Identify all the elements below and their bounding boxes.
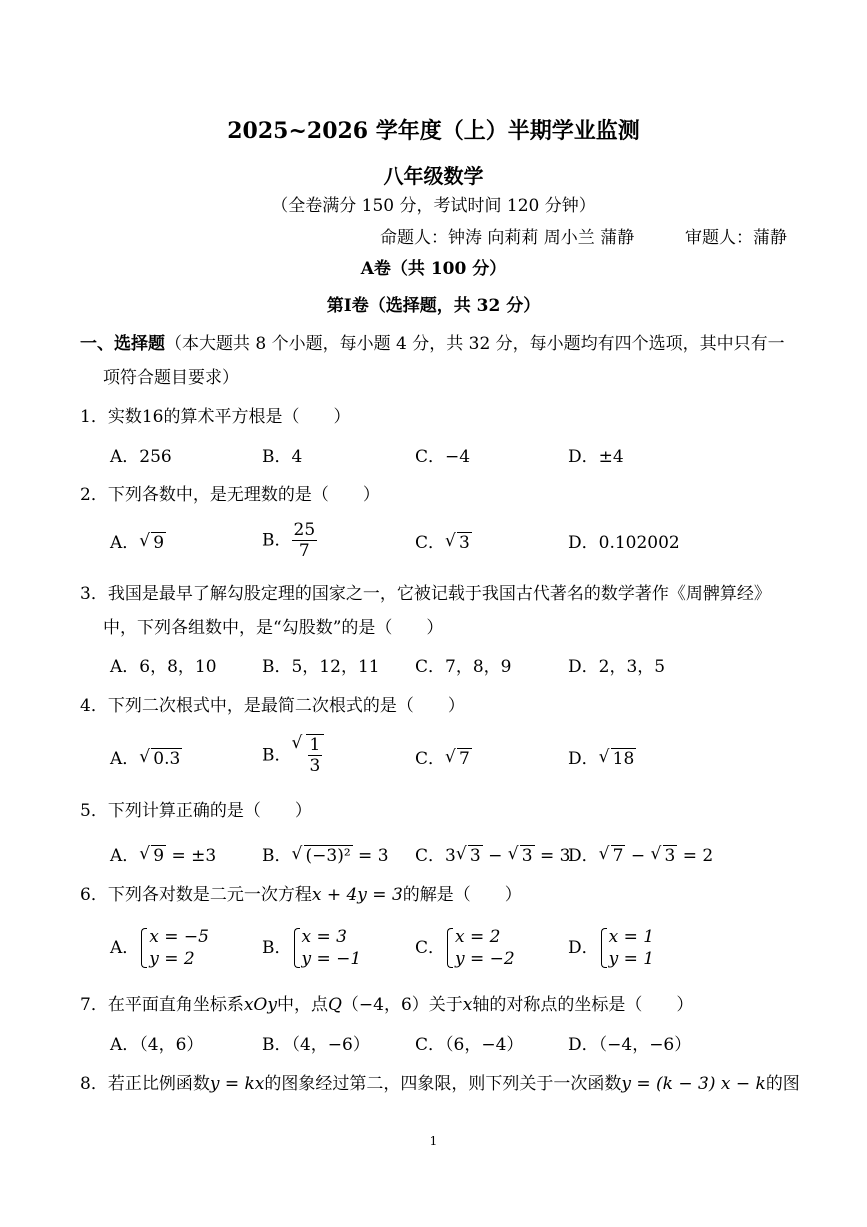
fraction: $\frac{25}{7}$ xyxy=(293,520,316,561)
q1-stem: 1．实数16的算术平方根是（ ） xyxy=(80,407,351,427)
sqrt-symbol: √ 9 xyxy=(139,845,166,867)
sqrt-symbol: √ 18 xyxy=(599,748,637,770)
q1-option-b: B．4 xyxy=(262,447,303,467)
q4-option-b: B． √ $\frac{1}{3}$ xyxy=(262,734,324,776)
q5-option-b: B．√ (−3)² = 3 xyxy=(262,845,389,867)
q6-stem: 6．下列各对数是二元一次方程x + 4y = 3的解是（ ） xyxy=(80,885,522,905)
q1-option-a: A．256 xyxy=(110,447,172,467)
q5-option-c: C．3√ 3 − √ 3 = 3 xyxy=(415,845,570,867)
sqrt-symbol: √ 7 xyxy=(599,845,626,867)
sqrt-symbol: √ 7 xyxy=(445,748,472,770)
sqrt-symbol: √ $\frac{1}{3}$ xyxy=(292,734,325,776)
page-number: 1 xyxy=(429,1134,438,1148)
q2-stem: 2．下列各数中，是无理数的是（ ） xyxy=(80,485,380,505)
q2-option-c: C．√ 3 xyxy=(415,532,472,554)
q7-option-b: B．（4，−6） xyxy=(262,1035,370,1055)
q2-option-a: A．√ 9 xyxy=(110,532,166,554)
q4-stem: 4．下列二次根式中，是最简二次根式的是（ ） xyxy=(80,696,465,716)
reviewer: 审题人：蒲静 xyxy=(685,228,787,248)
exam-info: （全卷满分 150 分，考试时间 120 分钟） xyxy=(271,196,596,216)
sqrt-symbol: √ 3 xyxy=(456,845,483,867)
q2-option-b: B． $\frac{25}{7}$ xyxy=(262,520,316,561)
sqrt-symbol: √ 3 xyxy=(651,845,678,867)
q5-stem: 5．下列计算正确的是（ ） xyxy=(80,801,312,821)
q7-stem: 7．在平面直角坐标系xOy中，点Q（−4，6）关于x轴的对称点的坐标是（ ） xyxy=(80,995,694,1015)
part-label: 一、选择题 xyxy=(80,334,165,354)
sqrt-symbol: √ 3 xyxy=(508,845,535,867)
q8-stem: 8．若正比例函数y = kx的图象经过第二，四象限，则下列关于一次函数y = (k − 3) x − k的图 xyxy=(80,1074,800,1094)
sqrt-symbol: √ 0.3 xyxy=(139,748,182,770)
q6-option-c: C． x = 2 y = −2 xyxy=(415,927,515,969)
equation-system: x = −5 y = 2 xyxy=(139,926,209,970)
q3-option-b: B．5，12，11 xyxy=(262,657,380,677)
equation-system: x = 1 y = 1 xyxy=(599,926,654,970)
q7-option-c: C．（6，−4） xyxy=(415,1035,524,1055)
authors: 命题人：钟涛 向莉莉 周小兰 蒲静 xyxy=(380,228,635,248)
q3-option-a: A．6，8，10 xyxy=(110,657,217,677)
q3-stem-2: 中，下列各组数中，是“勾股数”的是（ ） xyxy=(103,618,444,638)
sqrt-symbol: √ (−3)² xyxy=(292,845,353,867)
q2-option-d: D．0.102002 xyxy=(568,533,680,553)
exam-title: 2025~2026 学年度（上）半期学业监测 xyxy=(227,118,640,144)
q5-option-a: A．√ 9 = ±3 xyxy=(110,845,216,867)
q1-option-d: D．±4 xyxy=(568,447,624,467)
part-desc-2: 项符合题目要求） xyxy=(103,368,239,388)
q4-option-c: C．√ 7 xyxy=(415,748,472,770)
q6-option-a: A． x = −5 y = 2 xyxy=(110,927,209,969)
volume-title: A卷（共 100 分） xyxy=(360,259,507,279)
subject-title: 八年级数学 xyxy=(383,164,484,188)
q3-stem-1: 3．我国是最早了解勾股定理的国家之一，它被记载于我国古代著名的数学著作《周髀算经》 xyxy=(80,584,771,604)
section-title: 第Ⅰ卷（选择题，共 32 分） xyxy=(326,296,541,316)
equation-system: x = 2 y = −2 xyxy=(445,926,515,970)
q7-option-d: D．（−4，−6） xyxy=(568,1035,692,1055)
q6-option-b: B． x = 3 y = −1 xyxy=(262,927,362,969)
sqrt-symbol: √ 3 xyxy=(445,532,472,554)
q1-option-c: C．−4 xyxy=(415,447,471,467)
q3-option-d: D．2，3，5 xyxy=(568,657,666,677)
part-instructions xyxy=(80,333,785,355)
equation-system: x = 3 y = −1 xyxy=(292,926,362,970)
part-desc-1: （本大题共 8 个小题，每小题 4 分，共 32 分，每小题均有四个选项，其中只有一 xyxy=(165,334,785,354)
q4-option-a: A．√ 0.3 xyxy=(110,748,182,770)
q3-option-c: C．7，8，9 xyxy=(415,657,512,677)
q6-option-d: D． x = 1 y = 1 xyxy=(568,927,655,969)
q7-option-a: A．（4，6） xyxy=(110,1035,204,1055)
q4-option-d: D．√ 18 xyxy=(568,748,636,770)
q5-option-d: D．√ 7 − √ 3 = 2 xyxy=(568,845,713,867)
sqrt-symbol: √ 9 xyxy=(139,532,166,554)
